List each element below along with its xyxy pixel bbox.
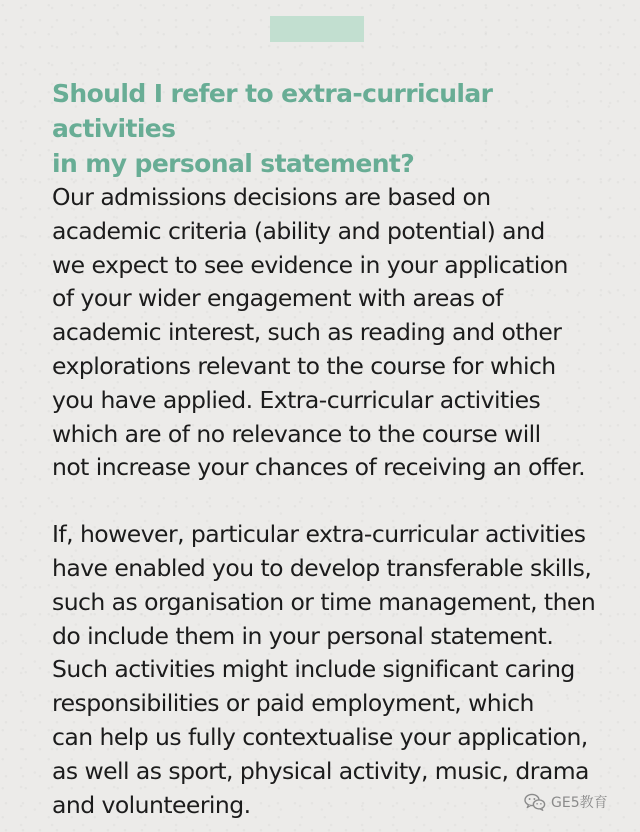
paragraph-line: Our admissions decisions are based on: [52, 183, 491, 211]
paragraph-line: which are of no relevance to the course will: [52, 419, 541, 448]
paragraph-line: as well as sport, physical activity, music, drama: [52, 756, 589, 785]
watermark: [524, 790, 608, 814]
paragraph-line: not increase your chances of receiving an offer.: [52, 453, 586, 482]
paragraph-line: If, however, particular extra-curricular activities: [52, 520, 586, 549]
answer-paragraph: [52, 181, 620, 485]
header-tab-decoration: [270, 16, 364, 42]
paragraph-line: we expect to see evidence in your application: [52, 250, 568, 279]
paragraph-line: academic criteria (ability and potential) and: [52, 216, 545, 245]
heading-line: Should I refer to extra-curricular activities: [52, 79, 493, 143]
watermark-text: GE5教育: [551, 795, 608, 811]
heading-line: in my personal statement?: [52, 149, 415, 178]
paragraph-line: such as organisation or time management, then: [52, 587, 596, 616]
paragraph-line: can help us fully contextualise your application,: [52, 722, 588, 751]
paragraph-line: of your wider engagement with areas of: [52, 284, 503, 313]
paragraph-line: do include them in your personal statement.: [52, 621, 554, 650]
answer-paragraph: [52, 518, 620, 822]
paragraph-line: academic interest, such as reading and other: [52, 318, 562, 347]
paragraph-line: you have applied. Extra-curricular activities: [52, 385, 541, 414]
faq-section: [52, 76, 620, 822]
question-heading: [52, 76, 620, 181]
paragraph-line: Such activities might include significant caring: [52, 655, 575, 684]
paragraph-line: responsibilities or paid employment, which: [52, 689, 534, 718]
wechat-icon: [524, 793, 546, 811]
paragraph-line: explorations relevant to the course for which: [52, 351, 556, 380]
paragraph-line: have enabled you to develop transferable skills,: [52, 553, 592, 582]
paragraph-line: and volunteering.: [52, 790, 251, 819]
